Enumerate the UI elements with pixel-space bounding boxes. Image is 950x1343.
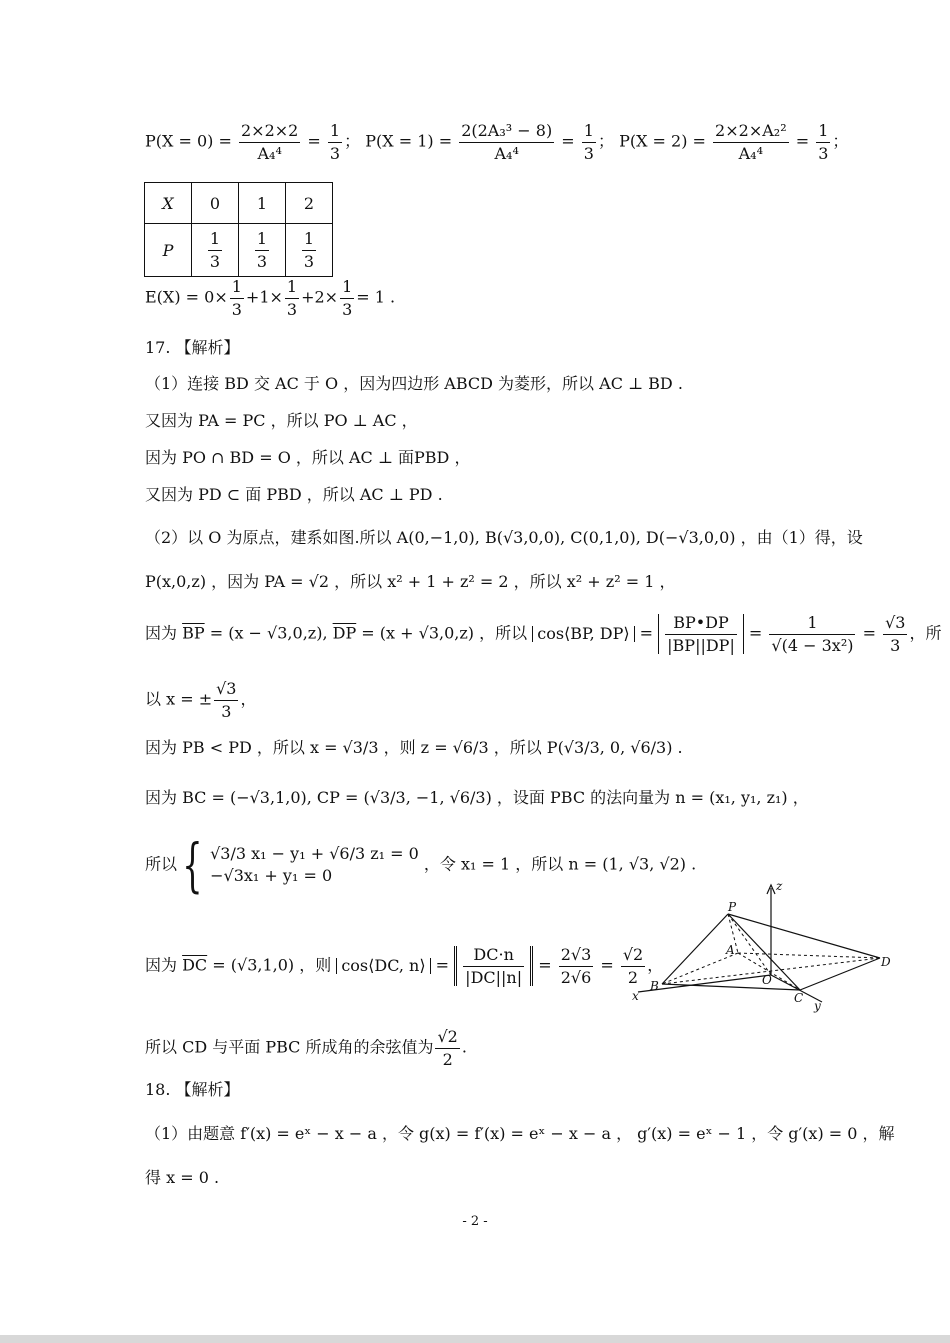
table-cell: 2 [286, 183, 333, 224]
p0-result: $\frac{1}{3}$ [329, 121, 341, 163]
p2-result: $\frac{1}{3}$ [818, 121, 829, 163]
table-cell: $\frac{1}{3}$ [192, 224, 239, 277]
table-cell: P [145, 224, 192, 277]
table-cell: 1 [239, 183, 286, 224]
label-D: D [881, 955, 891, 969]
label-y: y [814, 999, 821, 1013]
q18-heading: 18. 【解析】 [145, 1080, 240, 1099]
edge-AD [738, 953, 880, 958]
edge-BC [662, 984, 800, 990]
table-cell: 0 [192, 183, 239, 224]
edge-CD [800, 958, 880, 990]
probability-line: P(X = 0) = $\frac{2\times 2\times 2}{\text{A₄⁴}}$ = $\frac{1}{3}$ ； P(X = 1) = $\frac{\text{2(2A₃³ − 8)}}{\text{A₄⁴}}$ = $\frac{1}{3}$ ； P(X = 2) = $\frac{\text{2×2×A₂²}}{\text{A₄⁴}}$ = $\frac{1}{3}$ ； [145, 121, 849, 163]
q17-line-4: 又因为 PD ⊂ 面 PBD ，所以 AC ⊥ PD . [145, 485, 443, 504]
q17-line-3: 因为 PO ∩ BD = O ，所以 AC ⊥ 面PBD ， [145, 448, 471, 467]
equation-system: √3/3 x₁ − y₁ + √6/3 z₁ = 0 −√3x₁ + y₁ = 0 [210, 844, 419, 885]
label-B: B [650, 979, 659, 993]
q17-heading: 17. 【解析】 [145, 338, 240, 357]
table-header-row [145, 183, 333, 224]
p1-fraction: $\frac{\text{2(2A₃³ − 8)}}{\text{A₄⁴}}$ [461, 121, 553, 163]
p0-label: P(X = 0) = [145, 131, 237, 151]
q17-line-8: 以 x = ± $\frac{√3}{3}$ ， [145, 679, 257, 721]
table-cell: $\frac{1}{3}$ [239, 224, 286, 277]
p2-fraction: $\frac{\text{2×2×A₂²}}{\text{A₄⁴}}$ [715, 121, 787, 163]
edge-PB [662, 914, 728, 984]
label-C: C [794, 991, 804, 1005]
q17-line-7: 因为 $\overline{BP} = (x - √3,0,z)$, $\overline{DP} = (x + √3,0,z)$ ，所以 cos⟨BP, DP⟩ = $\frac{BP•DP}{|BP||DP|}$ = $\frac{1}{\text{√(4 − 3x²)}}$ = $\frac{√3}{3}$ ，所 [145, 613, 942, 655]
q17-line-5: （2）以 O 为原点，建系如图.所以 A(0,−1,0), B(√3,0,0), C(0,1,0), D(−√3,0,0) ，由（1）得，设 [145, 528, 863, 547]
label-O: O [762, 973, 772, 987]
page-number: - 2 - [462, 1214, 488, 1229]
label-x: x [632, 989, 639, 1003]
left-brace: { [182, 831, 203, 899]
pyramid-figure [628, 880, 898, 1015]
q17-line-10: 因为 BC = (−√3,1,0), CP = (√3/3, −1, √6/3) ，设面 PBC 的法向量为 n = (x₁, y₁, z₁) ， [145, 788, 809, 807]
distribution-table [144, 182, 333, 277]
label-z: z [776, 880, 783, 893]
p2-label: P(X = 2) = [619, 131, 712, 151]
q17-line-9: 因为 PB < PD ，所以 x = √3/3 ，则 z = √6/3 ，所以 P(√3/3, 0, √6/3) . [145, 738, 683, 757]
p1-result: $\frac{1}{3}$ [583, 121, 594, 163]
p1-label: P(X = 1) = [365, 131, 458, 151]
q17-line-12: 因为 $\overline{DC} = (√3,1,0)$ ，则 cos⟨DC, n⟩ = $\frac{DC\cdot n}{|DC||n|}$ = $\frac{2√3}{2√6}$ = $\frac{√2}{2}$ ， [145, 945, 664, 987]
table-cell: X [145, 183, 192, 224]
label-A: A [726, 943, 735, 957]
q17-line-6: P(x,0,z) ，因为 PA = √2 ，所以 x² + 1 + z² = 2 ，所以 x² + z² = 1 ， [145, 572, 676, 591]
q17-line-11: 所以 { √3/3 x₁ − y₁ + √6/3 z₁ = 0 −√3x₁ + y₁ = 0 ，令 x₁ = 1 ，所以 n = (1, √3, √2) . [145, 831, 697, 899]
table-cell: $\frac{1}{3}$ [286, 224, 333, 277]
edge-PD [728, 914, 880, 958]
bottom-bar [0, 1335, 950, 1343]
q18-line-1: （1）由题意 f′(x) = eˣ − x − a ，令 g(x) = f′(x) = eˣ − x − a ， g′(x) = eˣ − 1 ，令 g′(x) = 0 ，解 [145, 1124, 895, 1143]
q17-line-1: （1）连接 BD 交 AC 于 O ，因为四边形 ABCD 为菱形，所以 AC ⊥ BD . [145, 374, 683, 393]
q17-line-13: 所以 CD 与平面 PBC 所成角的余弦值为 $\frac{√2}{2}$ . [145, 1027, 467, 1069]
q18-line-2: 得 x = 0 . [145, 1168, 220, 1187]
q17-line-2: 又因为 PA = PC ，所以 PO ⊥ AC ， [145, 411, 418, 430]
p0-fraction: $\frac{2\times 2\times 2}{\text{A₄⁴}}$ [240, 121, 299, 163]
expectation-line: E(X) = 0× $\frac{1}{3}$ +1× $\frac{1}{3}$ +2× $\frac{1}{3}$ = 1 . [145, 277, 396, 319]
table-row [145, 224, 333, 277]
label-P: P [728, 900, 737, 914]
